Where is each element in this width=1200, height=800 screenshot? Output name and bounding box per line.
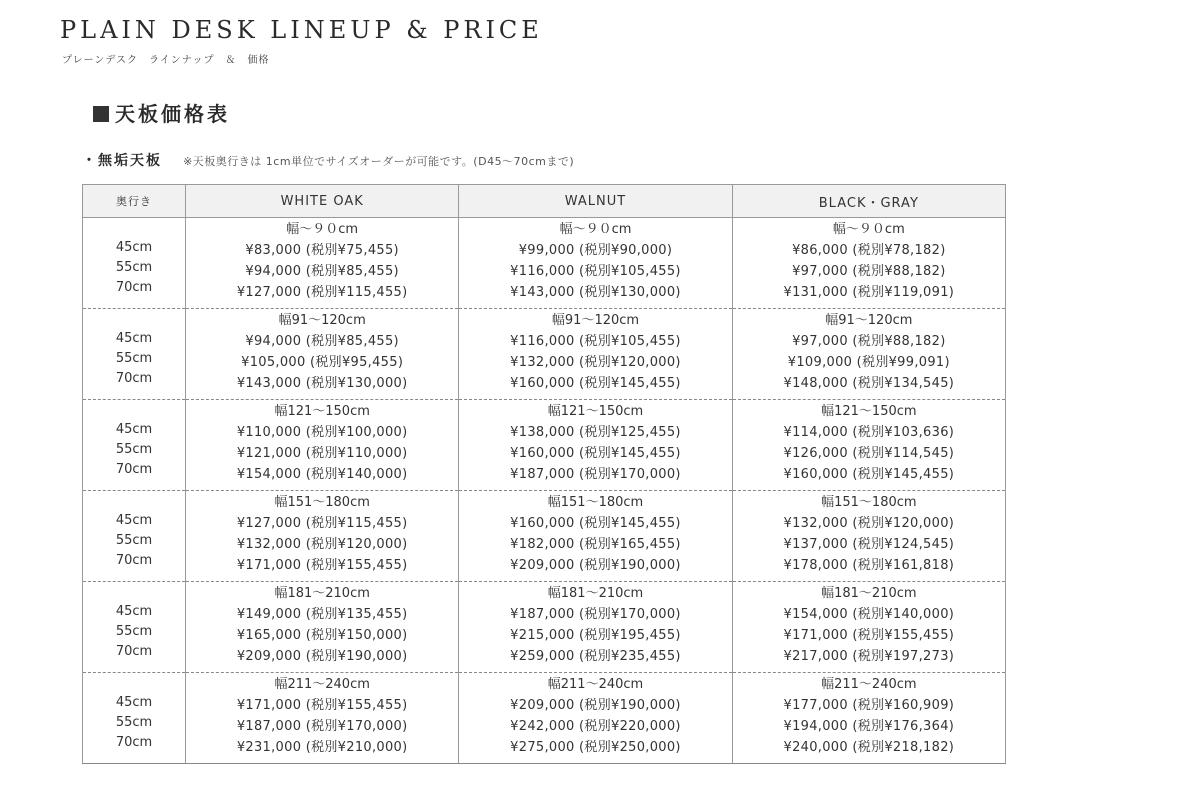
price-value: ¥177,000 (税別¥160,909) bbox=[783, 698, 955, 713]
price-value: ¥132,000 (税別¥120,000) bbox=[783, 516, 955, 531]
price-value: ¥109,000 (税別¥99,091) bbox=[787, 355, 950, 370]
depth-label: 70cm bbox=[115, 553, 153, 568]
price-value: ¥116,000 (税別¥105,455) bbox=[510, 264, 681, 279]
price-value: ¥154,000 (税別¥140,000) bbox=[236, 467, 408, 482]
width-range-label: 幅211～240cm bbox=[547, 677, 644, 692]
square-bullet-icon bbox=[93, 106, 109, 122]
depth-label: 55cm bbox=[115, 260, 153, 275]
price-value: ¥171,000 (税別¥155,455) bbox=[783, 628, 955, 643]
price-cell-walnut bbox=[459, 218, 732, 309]
table-row bbox=[83, 582, 1006, 673]
depth-label: 45cm bbox=[115, 422, 153, 437]
price-value: ¥160,000 (税別¥145,455) bbox=[510, 446, 681, 461]
price-value: ¥160,000 (税別¥145,455) bbox=[783, 467, 955, 482]
price-value: ¥121,000 (税別¥110,000) bbox=[236, 446, 408, 461]
price-value: ¥149,000 (税別¥135,455) bbox=[236, 607, 408, 622]
depth-label: 45cm bbox=[115, 604, 153, 619]
price-value: ¥105,000 (税別¥95,455) bbox=[241, 355, 404, 370]
price-value: ¥194,000 (税別¥176,364) bbox=[783, 719, 955, 734]
price-value: ¥160,000 (税別¥145,455) bbox=[510, 376, 681, 391]
depth-label: 55cm bbox=[115, 533, 153, 548]
price-cell-walnut bbox=[459, 582, 732, 673]
price-value: ¥242,000 (税別¥220,000) bbox=[510, 719, 681, 734]
price-value: ¥240,000 (税別¥218,182) bbox=[783, 740, 955, 755]
price-value: ¥138,000 (税別¥125,455) bbox=[510, 425, 681, 440]
depth-cell bbox=[83, 673, 186, 764]
width-range-label: 幅151～180cm bbox=[274, 495, 370, 510]
width-range-label: 幅211～240cm bbox=[274, 677, 370, 692]
price-value: ¥116,000 (税別¥105,455) bbox=[510, 334, 681, 349]
price-value: ¥171,000 (税別¥155,455) bbox=[236, 698, 408, 713]
width-range-label: 幅121～150cm bbox=[821, 404, 917, 419]
price-value: ¥182,000 (税別¥165,455) bbox=[510, 537, 681, 552]
price-value: ¥94,000 (税別¥85,455) bbox=[245, 334, 399, 349]
price-cell-black-gray bbox=[732, 218, 1005, 309]
width-range-label: 幅～９０cm bbox=[559, 222, 632, 237]
price-cell-black-gray bbox=[732, 309, 1005, 400]
width-range-label: 幅151～180cm bbox=[821, 495, 917, 510]
price-value: ¥165,000 (税別¥150,000) bbox=[236, 628, 408, 643]
price-value: ¥97,000 (税別¥88,182) bbox=[792, 264, 946, 279]
width-range-label: 幅91～120cm bbox=[551, 313, 640, 328]
price-value: ¥215,000 (税別¥195,455) bbox=[510, 628, 681, 643]
depth-cell bbox=[83, 582, 186, 673]
price-value: ¥86,000 (税別¥78,182) bbox=[792, 243, 946, 258]
depth-label: 70cm bbox=[115, 371, 153, 386]
price-value: ¥148,000 (税別¥134,545) bbox=[783, 376, 955, 391]
depth-label: 70cm bbox=[115, 280, 153, 295]
price-cell-black-gray bbox=[732, 673, 1005, 764]
width-range-label: 幅～９０cm bbox=[832, 222, 905, 237]
depth-label: 55cm bbox=[115, 351, 153, 366]
price-value: ¥160,000 (税別¥145,455) bbox=[510, 516, 681, 531]
price-value: ¥99,000 (税別¥90,000) bbox=[518, 243, 673, 258]
width-range-label: 幅181～210cm bbox=[274, 586, 370, 601]
price-cell-walnut bbox=[459, 309, 732, 400]
price-cell-black-gray bbox=[732, 491, 1005, 582]
price-value: ¥143,000 (税別¥130,000) bbox=[510, 285, 681, 300]
price-cell-walnut bbox=[459, 673, 732, 764]
price-value: ¥126,000 (税別¥114,545) bbox=[783, 446, 955, 461]
section-heading bbox=[93, 98, 230, 127]
price-value: ¥127,000 (税別¥115,455) bbox=[236, 285, 408, 300]
depth-cell bbox=[83, 309, 186, 400]
price-cell-white-oak bbox=[186, 673, 459, 764]
price-value: ¥132,000 (税別¥120,000) bbox=[236, 537, 408, 552]
price-cell-white-oak bbox=[186, 400, 459, 491]
depth-cell bbox=[83, 400, 186, 491]
page-title: PLAIN DESK LINEUP & PRICE bbox=[60, 16, 543, 44]
width-range-label: 幅121～150cm bbox=[547, 404, 644, 419]
depth-label: 70cm bbox=[115, 462, 153, 477]
column-header-black-gray: BLACK・GRAY bbox=[732, 185, 1005, 218]
width-range-label: 幅～９０cm bbox=[286, 222, 359, 237]
column-header-walnut: WALNUT bbox=[459, 185, 732, 218]
sub-heading-note: ※天板奥行きは 1cm単位でサイズオーダーが可能です。(D45～70cmまで) bbox=[183, 155, 575, 168]
price-value: ¥132,000 (税別¥120,000) bbox=[510, 355, 681, 370]
table-row bbox=[83, 673, 1006, 764]
price-value: ¥131,000 (税別¥119,091) bbox=[783, 285, 955, 300]
table-row bbox=[83, 309, 1006, 400]
price-value: ¥137,000 (税別¥124,545) bbox=[783, 537, 955, 552]
price-value: ¥114,000 (税別¥103,636) bbox=[783, 425, 955, 440]
width-range-label: 幅181～210cm bbox=[547, 586, 644, 601]
price-value: ¥209,000 (税別¥190,000) bbox=[236, 649, 408, 664]
price-cell-white-oak bbox=[186, 582, 459, 673]
width-range-label: 幅181～210cm bbox=[821, 586, 917, 601]
price-value: ¥209,000 (税別¥190,000) bbox=[510, 698, 681, 713]
column-header-depth: 奥行き bbox=[83, 185, 186, 218]
price-cell-black-gray bbox=[732, 400, 1005, 491]
price-value: ¥94,000 (税別¥85,455) bbox=[245, 264, 399, 279]
sub-heading bbox=[82, 150, 574, 170]
table-row bbox=[83, 491, 1006, 582]
price-value: ¥209,000 (税別¥190,000) bbox=[510, 558, 681, 573]
price-value: ¥110,000 (税別¥100,000) bbox=[236, 425, 408, 440]
price-value: ¥217,000 (税別¥197,273) bbox=[783, 649, 955, 664]
depth-label: 55cm bbox=[115, 624, 153, 639]
price-cell-walnut bbox=[459, 400, 732, 491]
price-cell-white-oak bbox=[186, 309, 459, 400]
depth-label: 70cm bbox=[115, 644, 153, 659]
table-body bbox=[83, 218, 1006, 764]
price-value: ¥231,000 (税別¥210,000) bbox=[236, 740, 408, 755]
page-subtitle: プレーンデスク ラインナップ ＆ 価格 bbox=[62, 55, 270, 66]
price-value: ¥259,000 (税別¥235,455) bbox=[510, 649, 681, 664]
price-table bbox=[82, 184, 1006, 764]
column-header-white-oak: WHITE OAK bbox=[186, 185, 459, 218]
depth-label: 70cm bbox=[115, 735, 153, 750]
price-value: ¥83,000 (税別¥75,455) bbox=[245, 243, 399, 258]
section-heading-label: 天板価格表 bbox=[115, 102, 230, 126]
price-cell-white-oak bbox=[186, 218, 459, 309]
depth-cell bbox=[83, 218, 186, 309]
width-range-label: 幅91～120cm bbox=[825, 313, 913, 328]
price-value: ¥275,000 (税別¥250,000) bbox=[510, 740, 681, 755]
width-range-label: 幅211～240cm bbox=[821, 677, 917, 692]
depth-label: 55cm bbox=[115, 715, 153, 730]
depth-cell bbox=[83, 491, 186, 582]
price-cell-white-oak bbox=[186, 491, 459, 582]
price-value: ¥187,000 (税別¥170,000) bbox=[236, 719, 408, 734]
price-value: ¥97,000 (税別¥88,182) bbox=[792, 334, 946, 349]
price-value: ¥143,000 (税別¥130,000) bbox=[236, 376, 408, 391]
table-row bbox=[83, 400, 1006, 491]
price-value: ¥178,000 (税別¥161,818) bbox=[783, 558, 955, 573]
price-value: ¥127,000 (税別¥115,455) bbox=[236, 516, 408, 531]
depth-label: 45cm bbox=[115, 695, 153, 710]
width-range-label: 幅91～120cm bbox=[278, 313, 366, 328]
price-value: ¥187,000 (税別¥170,000) bbox=[510, 607, 681, 622]
depth-label: 45cm bbox=[115, 513, 153, 528]
price-value: ¥187,000 (税別¥170,000) bbox=[510, 467, 681, 482]
price-cell-black-gray bbox=[732, 582, 1005, 673]
depth-label: 55cm bbox=[115, 442, 153, 457]
width-range-label: 幅121～150cm bbox=[274, 404, 370, 419]
depth-label: 45cm bbox=[115, 331, 153, 346]
price-cell-walnut bbox=[459, 491, 732, 582]
price-value: ¥154,000 (税別¥140,000) bbox=[783, 607, 955, 622]
depth-label: 45cm bbox=[115, 240, 153, 255]
price-value: ¥171,000 (税別¥155,455) bbox=[236, 558, 408, 573]
width-range-label: 幅151～180cm bbox=[547, 495, 644, 510]
table-header-row bbox=[83, 185, 1006, 218]
sub-heading-label: ・無垢天板 bbox=[82, 153, 162, 169]
table-row bbox=[83, 218, 1006, 309]
